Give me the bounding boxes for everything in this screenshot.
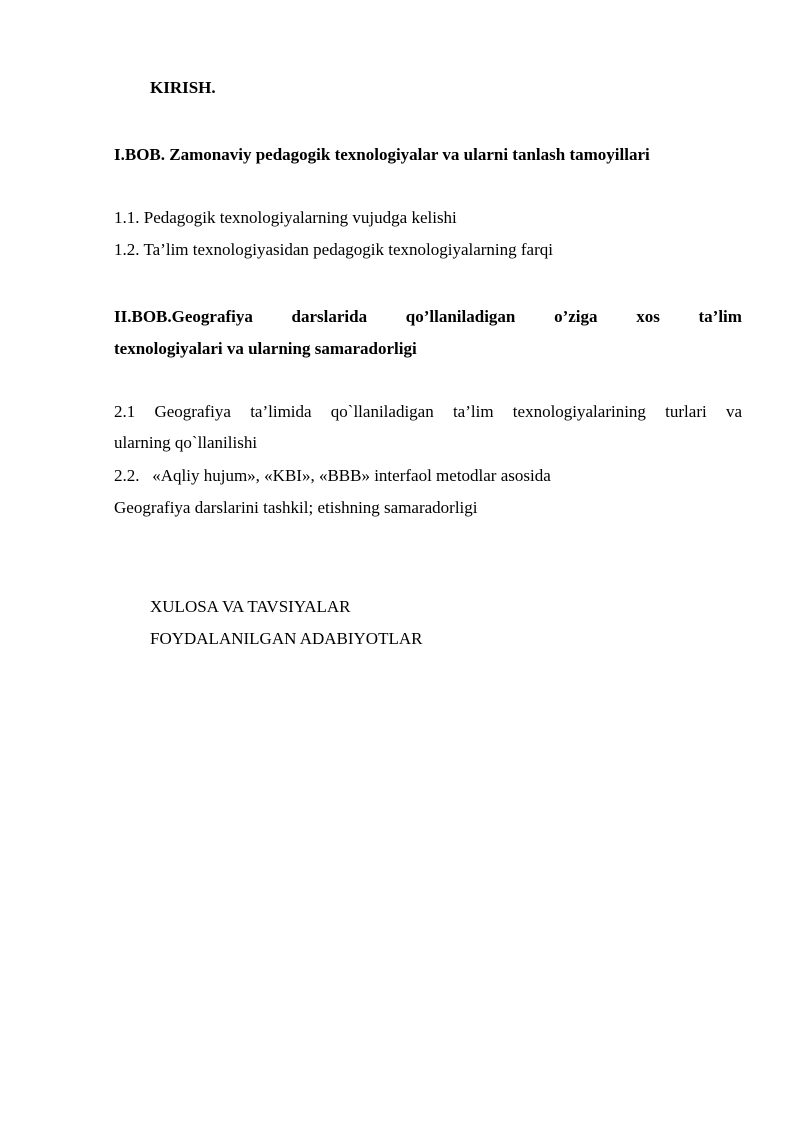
conclusion-heading: XULOSA VA TAVSIYALAR bbox=[150, 597, 351, 616]
chapter2-item-word: ta’limida bbox=[250, 402, 312, 421]
chapter2-item-word: Geografiya bbox=[154, 402, 231, 421]
chapter2-item-2-line1: 2.2. «Aqliy hujum», «KBI», «BBB» interfaol metodlar asosida bbox=[114, 466, 551, 485]
chapter2-item-word: turlari bbox=[665, 402, 707, 421]
chapter2-title-line2: texnologiyalari va ularning samaradorligi bbox=[114, 339, 417, 358]
chapter1-title: I.BOB. Zamonaviy pedagogik texnologiyalar va ularni tanlash tamoyillari bbox=[114, 145, 650, 164]
chapter2-title-word: II.BOB.Geografiya bbox=[114, 307, 253, 326]
chapter2-item-word: texnologiyalarining bbox=[512, 402, 646, 421]
chapter2-title-word: o’ziga bbox=[554, 307, 598, 326]
chapter2-item-word: qo`llaniladigan bbox=[330, 402, 434, 421]
chapter2-title-word: xos bbox=[636, 307, 660, 326]
chapter2-title-word: qo’llaniladigan bbox=[405, 307, 516, 326]
chapter2-title-word: darslarida bbox=[291, 307, 368, 326]
chapter2-item-2-line2: Geografiya darslarini tashkil; etishning samaradorligi bbox=[114, 498, 478, 517]
references-heading: FOYDALANILGAN ADABIYOTLAR bbox=[150, 629, 423, 648]
chapter2-title-word: ta’lim bbox=[698, 307, 742, 326]
chapter2-item-1-line2: ularning qo`llanilishi bbox=[114, 433, 258, 452]
chapter2-item-word: ta’lim bbox=[452, 402, 494, 421]
chapter1-item-2: 1.2. Ta’lim texnologiyasidan pedagogik texnologiyalarning farqi bbox=[114, 240, 553, 259]
chapter2-item-word: 2.1 bbox=[114, 402, 136, 421]
intro-heading: KIRISH. bbox=[150, 78, 216, 97]
chapter1-item-1: 1.1. Pedagogik texnologiyalarning vujudga kelishi bbox=[114, 208, 457, 227]
chapter2-item-word: va bbox=[725, 402, 742, 421]
chapter2-item-1-line1 bbox=[114, 401, 742, 423]
chapter2-title-line1 bbox=[114, 306, 742, 328]
